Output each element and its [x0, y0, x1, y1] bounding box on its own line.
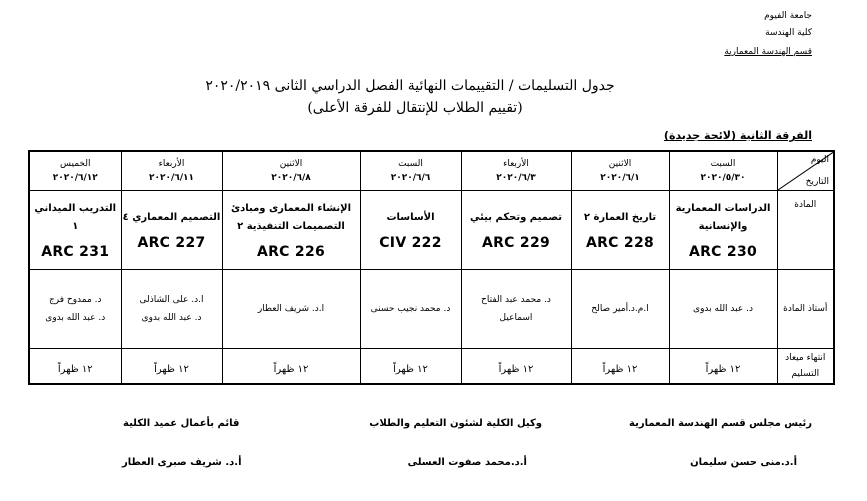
day-label: السبت: [398, 159, 423, 169]
university-name: جامعة الفيوم: [764, 11, 812, 21]
subject-name: التصميم المعماري ٤: [122, 212, 221, 223]
corner-day-label: اليوم: [810, 155, 829, 165]
schedule-table: [28, 150, 835, 385]
signature-vice-dean-title: وكيل الكلية لشئون التعليم والطلاب: [369, 418, 542, 429]
professor-cell: [669, 270, 777, 349]
department-name: قسم الهندسة المعمارية: [724, 47, 812, 57]
column-header: [571, 151, 669, 191]
deadline-time: ١٢ ظهراً: [602, 363, 638, 375]
professor-cell: [121, 270, 222, 349]
deadline-cell: [571, 349, 669, 385]
column-header: [222, 151, 360, 191]
column-header: [669, 151, 777, 191]
subject-cell: [222, 191, 360, 270]
subject-cell: [29, 191, 121, 270]
deadline-time: ١٢ ظهراً: [393, 363, 428, 375]
course-code: ARC 226: [256, 244, 326, 260]
day-label: الخميس: [60, 159, 91, 169]
date-label: ٢٠٢٠/٦/٦: [390, 173, 431, 183]
subject-name-cont: والإنسانية: [698, 221, 748, 232]
deadline-cell: [669, 349, 777, 385]
corner-cell: [777, 151, 834, 191]
professor-cell: [222, 270, 360, 349]
professor-row-label: أستاذ المادة: [783, 304, 828, 314]
course-code: ARC 228: [585, 235, 655, 251]
professor-name: د. عبد الله بدوى: [693, 304, 753, 314]
deadline-time: ١٢ ظهراً: [57, 363, 93, 375]
date-label: ٢٠٢٠/٦/١: [600, 173, 640, 183]
deadline-row-label-2: التسليم: [791, 369, 820, 379]
subject-cell: [360, 191, 461, 270]
row-label-cell: [777, 191, 834, 270]
subject-name: الأساسات: [386, 212, 435, 223]
professor-name-2: د. عبد الله بدوى: [141, 313, 202, 323]
row-label-cell: [777, 349, 834, 385]
subject-name: الدراسات المعمارية: [675, 203, 771, 214]
date-label: ٢٠٢٠/٦/١١: [148, 173, 195, 183]
column-header: [461, 151, 571, 191]
professor-cell: [571, 270, 669, 349]
day-label: الاثنين: [608, 159, 632, 169]
signature-vice-dean-name: أ.د.محمد صفوت العسلى: [407, 457, 527, 468]
course-code: ARC 231: [41, 244, 110, 260]
professor-name: ا.د. على الشاذلى: [139, 295, 204, 305]
date-label: ٢٠٢٠/٦/٨: [271, 173, 311, 183]
signature-dean-name: أ.د. شريف صبرى العطار: [122, 457, 242, 468]
date-label: ٢٠٢٠/٦/١٢: [52, 173, 98, 183]
professor-name-2: د. عبد الله بدوى: [45, 313, 106, 323]
subject-cell: [571, 191, 669, 270]
professor-name: د. ممدوح فرج: [48, 295, 102, 305]
row-label-cell: [777, 270, 834, 349]
subject-name: تاريخ العمارة ٢: [583, 212, 657, 223]
deadline-cell: [360, 349, 461, 385]
subject-name: تصميم وتحكم بيئي: [469, 212, 563, 223]
column-header: [29, 151, 121, 191]
day-label: الأربعاء: [503, 159, 529, 169]
deadline-time: ١٢ ظهراً: [154, 363, 189, 375]
deadline-cell: [222, 349, 360, 385]
professor-name: ا.د. شريف العطار: [257, 304, 325, 314]
page-title: جدول التسليمات / التقييمات النهائية الفصل الدراسي الثانى ٢٠٢٠/٢٠١٩: [205, 78, 615, 94]
signature-dept-head-title: رئيس مجلس قسم الهندسة المعمارية: [629, 418, 812, 429]
group-label: الفرقة الثانية (لائحة جديدة): [663, 129, 812, 142]
professor-row: [29, 270, 834, 349]
corner-date-label: التاريخ: [805, 177, 829, 187]
subject-cell: [461, 191, 571, 270]
professor-cell: [29, 270, 121, 349]
course-code: ARC 227: [137, 235, 206, 251]
course-code: CIV 222: [379, 235, 442, 251]
course-code: ARC 230: [688, 244, 758, 260]
professor-name: د. محمد نجيب حسنى: [370, 304, 451, 314]
course-code: ARC 229: [481, 235, 551, 251]
subject-row: [29, 191, 834, 270]
date-label: ٢٠٢٠/٥/٣٠: [700, 173, 746, 183]
day-label: الأربعاء: [158, 159, 185, 169]
deadline-cell: [29, 349, 121, 385]
professor-cell: [461, 270, 571, 349]
signature-dept-head-name: أ.د.منى حسن سليمان: [690, 457, 797, 468]
subject-name: التدريب الميداني ١: [34, 203, 117, 232]
signature-dean-title: قائم بأعمال عميد الكلية: [123, 418, 240, 429]
deadline-cell: [121, 349, 222, 385]
subject-row-label: المادة: [794, 200, 817, 210]
subject-name: الإنشاء المعمارى ومبادئ: [230, 203, 352, 214]
deadline-row-label: انتهاء ميعاد: [785, 353, 826, 363]
faculty-name: كلية الهندسة: [765, 28, 812, 38]
professor-cell: [360, 270, 461, 349]
subject-name-cont: التصميمات التنفيذية ٢: [237, 221, 345, 232]
deadline-row: [29, 349, 834, 385]
deadline-cell: [461, 349, 571, 385]
subject-cell: [121, 191, 222, 270]
page-subtitle: (تقييم الطلاب للإنتقال للفرقة الأعلى): [307, 100, 523, 116]
deadline-time: ١٢ ظهراً: [498, 363, 534, 375]
table-header-row: [29, 151, 834, 191]
professor-name: د. محمد عبد الفتاح: [481, 295, 551, 305]
column-header: [360, 151, 461, 191]
date-label: ٢٠٢٠/٦/٣: [496, 173, 536, 183]
deadline-time: ١٢ ظهراً: [273, 363, 309, 375]
column-header: [121, 151, 222, 191]
subject-cell: [669, 191, 777, 270]
professor-name: ا.م.د.أمير صالح: [591, 304, 649, 314]
day-label: السبت: [710, 159, 736, 169]
day-label: الاثنين: [279, 159, 303, 169]
professor-name-2: اسماعيل: [499, 313, 533, 323]
deadline-time: ١٢ ظهراً: [705, 363, 741, 375]
